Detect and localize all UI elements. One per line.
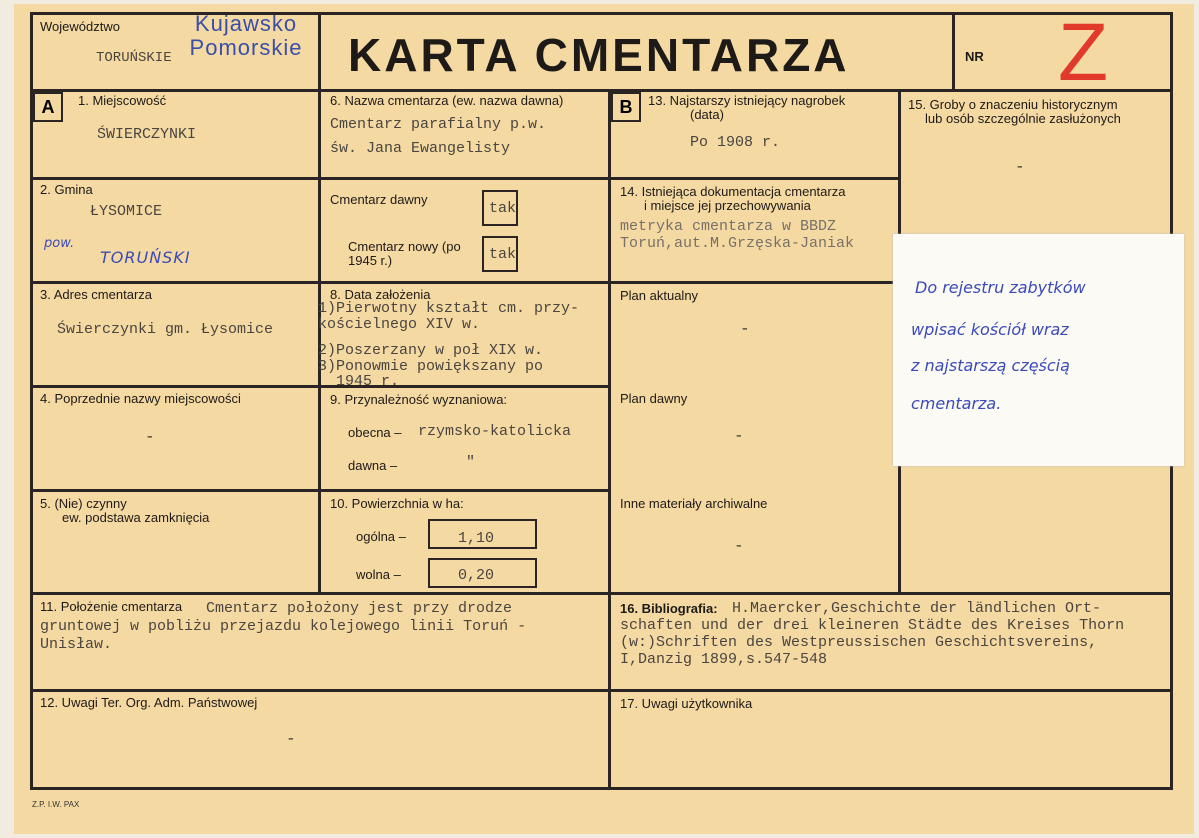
pow-value: TORUŃSKI <box>100 248 191 267</box>
f14-label: 14. Istniejąca dokumentacja cmentarza <box>620 184 846 199</box>
f10-wolna-box: 0,20 <box>428 558 537 588</box>
handwritten-note <box>893 234 1184 466</box>
f17-label: 17. Uwagi użytkownika <box>620 696 753 711</box>
f15-value: - <box>1015 158 1025 176</box>
f3-value: Świerczynki gm. Łysomice <box>57 321 274 338</box>
f14-line2: Toruń,aut.M.Grzęska-Janiak <box>620 235 855 252</box>
f15-sublabel: lub osób szczególnie zasłużonych <box>925 111 1121 126</box>
f12-value: - <box>286 730 296 748</box>
f6-line2: św. Jana Ewangelisty <box>330 140 511 157</box>
f8-line: 3)Ponowmie powiększany po <box>318 358 544 375</box>
f8-line: kościelnego XIV w. <box>318 316 481 333</box>
nr-mark: Z <box>1058 7 1109 98</box>
divider <box>30 89 1173 92</box>
f11-line: Cmentarz położony jest przy drodze <box>206 600 513 617</box>
note-line: Do rejestru zabytków <box>915 278 1086 297</box>
f9-obecna-label: obecna – <box>348 425 402 440</box>
section-a-letter: A <box>33 92 63 122</box>
f13-value: Po 1908 r. <box>690 134 781 151</box>
divider <box>30 281 898 284</box>
f14-sublabel: i miejsce jej przechowywania <box>644 198 811 213</box>
f6-line1: Cmentarz parafialny p.w. <box>330 116 547 133</box>
f11-line: gruntowej w pobliżu przejazdu kolejowego linii Toruń - <box>40 618 527 635</box>
f1-value: ŚWIERCZYNKI <box>97 126 197 143</box>
pow-label: pow. <box>44 236 75 251</box>
f10-ogolna-box: 1,10 <box>428 519 537 549</box>
f13-label: 13. Najstarszy istniejący nagrobek <box>648 93 846 108</box>
f16-line: H.Maercker,Geschichte der ländlichen Ort- <box>732 600 1102 617</box>
f4-label: 4. Poprzednie nazwy miejscowości <box>40 391 241 406</box>
f7-dawny-label: Cmentarz dawny <box>330 192 428 207</box>
divider <box>30 177 898 180</box>
f16-line: schaften und der drei kleineren Städte des Kreises Thorn <box>620 617 1125 634</box>
f8-line: 1)Pierwotny kształt cm. przy- <box>318 300 580 317</box>
note-line: wpisać kościół wraz <box>911 320 1069 339</box>
f7-nowy-box: tak <box>482 236 518 272</box>
divider <box>30 385 610 388</box>
f10-ogolna-label: ogólna – <box>356 529 406 544</box>
f6-label: 6. Nazwa cmentarza (ew. nazwa dawna) <box>330 93 564 108</box>
plan-dawny-label: Plan dawny <box>620 391 688 406</box>
f7-nowy-label: Cmentarz nowy (po 1945 r.) <box>348 239 461 268</box>
divider <box>952 12 955 90</box>
f9-label: 9. Przynależność wyznaniowa: <box>330 392 508 407</box>
f9-obecna-value: rzymsko-katolicka <box>418 423 572 440</box>
f5-label: 5. (Nie) czynny <box>40 496 127 511</box>
f16-line: (w:)Schriften des Westpreussischen Geschichtsvereins, <box>620 634 1098 651</box>
nr-label: NR <box>965 49 984 64</box>
f16-line: I,Danzig 1899,s.547-548 <box>620 651 828 668</box>
f2-label: 2. Gmina <box>40 182 93 197</box>
f5-sublabel: ew. podstawa zamknięcia <box>62 510 210 525</box>
inne-value: - <box>734 537 744 555</box>
divider <box>608 89 611 789</box>
f9-dawna-value: " <box>466 454 476 471</box>
f11-line: Unisław. <box>40 636 113 653</box>
f14-line1: metryka cmentarza w BBDZ <box>620 218 837 235</box>
inne-label: Inne materiały archiwalne <box>620 496 768 511</box>
f12-label: 12. Uwagi Ter. Org. Adm. Państwowej <box>40 695 258 710</box>
f8-line: 2)Poszerzany w poł XIX w. <box>318 342 544 359</box>
f7-dawny-box: tak <box>482 190 518 226</box>
f10-wolna-label: wolna – <box>356 567 401 582</box>
f10-label: 10. Powierzchnia w ha: <box>330 496 464 511</box>
printer-footer: Z.P. I.W. PAX <box>32 800 80 809</box>
f9-dawna-label: dawna – <box>348 458 398 473</box>
f4-value: - <box>145 428 155 446</box>
wojewodztwo-label: Województwo <box>40 19 120 34</box>
divider <box>30 592 1173 595</box>
section-b-letter: B <box>611 92 641 122</box>
divider <box>30 689 1173 692</box>
f8-label: 8. Data założenia <box>330 287 431 302</box>
f2-value: ŁYSOMICE <box>90 203 163 220</box>
f16-label: 16. Bibliografia: <box>620 601 718 616</box>
divider <box>30 489 610 492</box>
border-left <box>30 12 33 790</box>
f11-label: 11. Położenie cmentarza <box>40 599 183 614</box>
note-line: cmentarza. <box>911 394 1002 413</box>
wojewodztwo-stamp: Kujawsko Pomorskie <box>189 11 303 60</box>
border-bottom <box>30 787 1173 790</box>
plan-dawny-value: - <box>734 427 744 445</box>
f3-label: 3. Adres cmentarza <box>40 287 152 302</box>
plan-aktualny-label: Plan aktualny <box>620 288 699 303</box>
page-title: KARTA CMENTARZA <box>348 29 850 81</box>
wojewodztwo-value: TORUŃSKIE <box>96 50 172 66</box>
f13-sublabel: (data) <box>690 107 724 122</box>
f15-label: 15. Groby o znaczeniu historycznym <box>908 97 1118 112</box>
note-line: z najstarszą częścią <box>911 356 1070 375</box>
f8-line: 1945 r. <box>318 373 400 385</box>
plan-aktualny-value: - <box>740 320 750 338</box>
f1-label: 1. Miejscowość <box>78 93 167 108</box>
